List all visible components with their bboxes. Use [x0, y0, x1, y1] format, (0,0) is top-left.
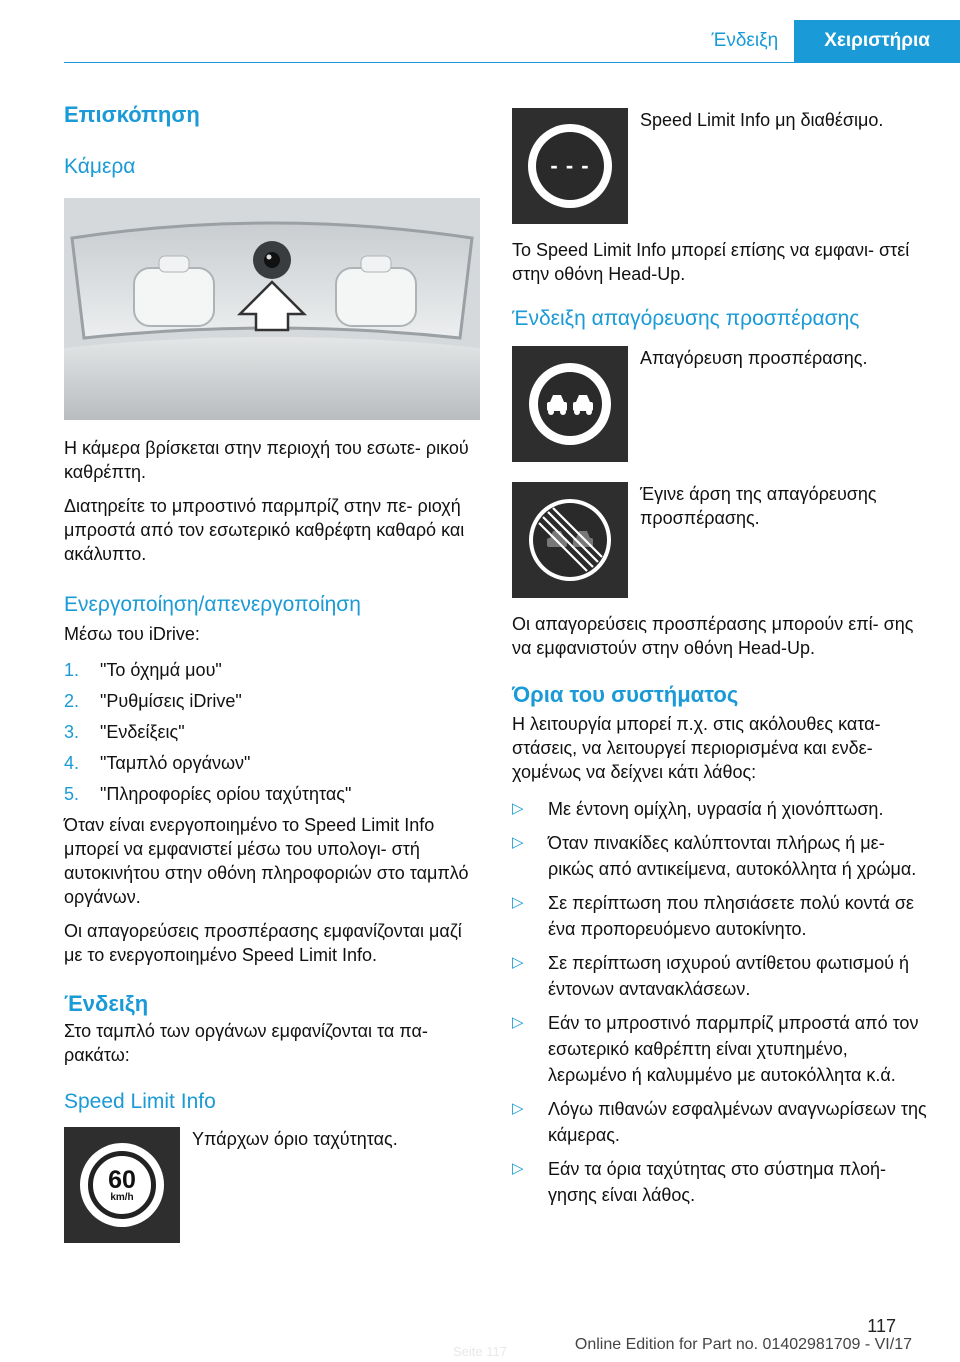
limit-text: Όταν πινακίδες καλύπτονται πλήρως ή με‐ ρικώς από αντικείμενα, αυτοκόλλητα ή χρώμα.: [548, 833, 917, 879]
limit-text: Σε περίπτωση ισχυρού αντίθετου φωτισμού ή έντονων αντανακλάσεων.: [548, 953, 909, 999]
speed-limit-unavailable-icon: [528, 124, 612, 208]
right-column: [512, 108, 928, 1216]
step-text: "Ρυθμίσεις iDrive": [100, 691, 242, 711]
bullet-triangle-icon: ▷: [512, 800, 524, 817]
sign-na-caption: Speed Limit Info μη διαθέσιμο.: [640, 110, 884, 130]
sign-row-nopass: [512, 346, 928, 462]
activation-intro: Μέσω του iDrive:: [64, 624, 200, 644]
list-item: [64, 658, 480, 682]
speed-limit-60-icon: [80, 1143, 164, 1227]
limit-text: Λόγω πιθανών εσφαλμένων αναγνωρίσεων της κάμερας.: [548, 1099, 927, 1145]
step-number: 5.: [64, 784, 80, 804]
camera-heading: Κάμερα: [64, 155, 136, 178]
camera-clean-text: Διατηρείτε το μπροστινό παρμπρίζ στην πε‐ ριοχή μπροστά από τον εσωτερικό καθρέφτη καθαρό και ακάλυπτο.: [64, 496, 465, 564]
step-text: "Ενδείξεις": [100, 722, 185, 742]
speed-unit: km/h: [110, 1191, 134, 1203]
limit-text: Με έντονη ομίχλη, υγρασία ή χιονόπτωση.: [548, 799, 884, 819]
limits-heading: Όρια του συστήματος: [512, 682, 739, 707]
activation-steps: [64, 658, 480, 806]
page-number: 117: [867, 1316, 896, 1336]
overtake-hud-text: Οι απαγορεύσεις προσπέρασης μπορούν επί‐ σης να εμφανιστούν στην οθόνη Head-Up.: [512, 614, 914, 658]
activation-info-text: Όταν είναι ενεργοποιημένο το Speed Limit Info μπορεί να εμφανιστεί μέσω του υπολογι‐ στή αυτοκινήτου στην οθόνη πληροφοριών στο ταμπλό οργάνων.: [64, 815, 469, 907]
no-overtaking-sign: [512, 346, 628, 462]
step-number: 4.: [64, 753, 80, 773]
speed-limit-na-sign: [512, 108, 628, 224]
step-number: 1.: [64, 660, 80, 680]
display-text: Στο ταμπλό των οργάνων εμφανίζονται τα πα‐ ρακάτω:: [64, 1021, 428, 1065]
end-no-overtaking-icon: [528, 498, 612, 582]
camera-illustration: [64, 198, 480, 420]
tab-chapter: Χειριστήρια: [794, 20, 960, 62]
hud-text: Το Speed Limit Info μπορεί επίσης να εμφανι‐ στεί στην οθόνη Head-Up.: [512, 240, 910, 284]
sign-row-60: [64, 1127, 480, 1243]
bullet-triangle-icon: ▷: [512, 894, 524, 911]
speed-limit-sign: [64, 1127, 180, 1243]
bullet-triangle-icon: ▷: [512, 954, 524, 971]
sign-row-endnopass: [512, 482, 928, 598]
sign-row-na: [512, 108, 928, 224]
list-item: [64, 689, 480, 713]
sign-nopass-caption: Απαγόρευση προσπέρασης.: [640, 348, 868, 368]
list-item: [512, 1010, 928, 1088]
page-number-row: [0, 1316, 960, 1337]
camera-location-text: Η κάμερα βρίσκεται στην περιοχή του εσωτε‐ ρικού καθρέπτη.: [64, 438, 469, 482]
edition-text: Online Edition for Part no. 01402981709 - VI/17: [574, 1336, 912, 1353]
header-tabs: [695, 20, 960, 62]
overtake-heading: Ένδειξη απαγόρευσης προσπέρασης: [512, 307, 860, 330]
limit-text: Εάν τα όρια ταχύτητας στο σύστημα πλοή‐ γησης είναι λάθος.: [548, 1159, 887, 1205]
step-text: "Πληροφορίες ορίου ταχύτητας": [100, 784, 352, 804]
no-overtaking-icon: [528, 362, 612, 446]
sli-heading: Speed Limit Info: [64, 1090, 216, 1113]
sign-60-caption: Υπάρχων όριο ταχύτητας.: [192, 1129, 398, 1149]
step-text: "Ταμπλό οργάνων": [100, 753, 251, 773]
list-item: [64, 751, 480, 775]
watermark: Seite 117: [453, 1344, 507, 1359]
step-number: 2.: [64, 691, 80, 711]
step-text: "Το όχημά μου": [100, 660, 222, 680]
header-rule: [64, 62, 960, 63]
sign-endnopass-caption: Έγινε άρση της απαγόρευσης προσπέρασης.: [640, 484, 877, 528]
windshield-camera-image: [64, 198, 480, 420]
list-item: [512, 796, 928, 822]
list-item: [512, 830, 928, 882]
step-number: 3.: [64, 722, 80, 742]
end-no-overtaking-sign: [512, 482, 628, 598]
speed-value: 60: [108, 1165, 136, 1194]
activation-overtake-text: Οι απαγορεύσεις προσπέρασης εμφανίζονται μαζί με το ενεργοποιημένο Speed Limit Info.: [64, 921, 462, 965]
list-item: [512, 1156, 928, 1208]
activation-heading: Ενεργοποίηση/απενεργοποίηση: [64, 593, 361, 616]
limits-list: [512, 796, 928, 1208]
display-heading: Ένδειξη: [64, 991, 149, 1016]
limit-text: Σε περίπτωση που πλησιάσετε πολύ κοντά σε ένα προπορευόμενο αυτοκίνητο.: [548, 893, 914, 939]
left-column: [64, 100, 480, 1243]
overview-heading: Επισκόπηση: [64, 102, 200, 127]
tab-section: Ένδειξη: [711, 30, 779, 51]
bullet-triangle-icon: ▷: [512, 1160, 524, 1177]
list-item: [64, 720, 480, 744]
list-item: [512, 890, 928, 942]
limit-text: Εάν το μπροστινό παρμπρίζ μπροστά από τον εσωτερικό καθρέπτη είναι χτυπημένο, λερωμένο ή καλυμμένο με αυτοκόλλητα κ.ά.: [548, 1013, 919, 1085]
list-item: [64, 782, 480, 806]
bullet-triangle-icon: ▷: [512, 1014, 524, 1031]
bullet-triangle-icon: ▷: [512, 834, 524, 851]
list-item: [512, 950, 928, 1002]
na-symbol: - - -: [550, 153, 590, 178]
limits-intro: Η λειτουργία μπορεί π.χ. στις ακόλουθες κατα‐ στάσεις, να λειτουργεί περιορισμένα και ενδε‐ χομένως να δείχνει κάτι λάθος:: [512, 714, 881, 782]
list-item: [512, 1096, 928, 1148]
bullet-triangle-icon: ▷: [512, 1100, 524, 1117]
